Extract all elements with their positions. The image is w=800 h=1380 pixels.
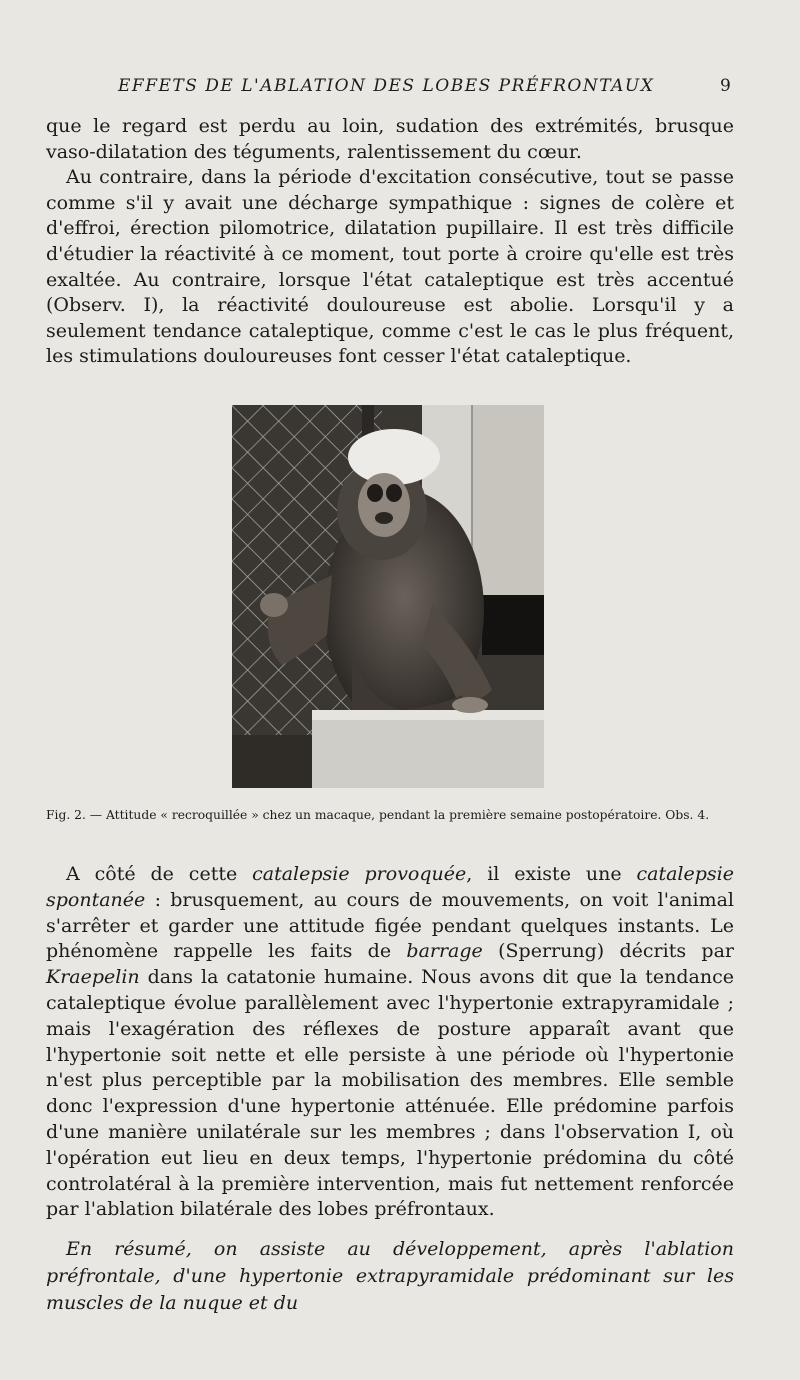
p2-part5: dans la catatonie humaine. Nous avons dit que la tendance cataleptique évolue parallèlement avec l'hypertonie extrapyramidale ; mais l'exagération des réflexes de posture apparaît avant que l'hypertonie soit nette et elle persiste à une période où l'hypertonie n'est plus perceptible par la mobilisation des membres. Elle semble donc l'expression d'une hypertonie atténuée. Elle prédomine parfois d'une manière unilatérale sur les membres ; dans l'observation I, où l'opération eut lieu en deux temps, l'hypertonie prédomina du côté controlatéral à la première intervention, mais fut nettement renforcée par l'ablation bilatérale des lobes préfrontaux. [46, 966, 734, 1221]
p2-em-kraepelin: Kraepelin [46, 966, 140, 989]
p2-part3: : brusquement, au cours de mouvements, on voit l'animal s'arrêter et garder une attitude figée pendant quelques instants. Le phénomène rappelle les faits de [46, 888, 734, 963]
p2-em-catalepsie-spontanee: catalepsie spontanée [46, 863, 734, 911]
paragraph-1 [46, 114, 734, 370]
figure-photo-macaque [232, 405, 544, 788]
paragraph-2 [46, 862, 734, 1223]
macaque-photo-illustration [232, 405, 544, 788]
page-number: 9 [720, 76, 731, 96]
running-title: EFFETS DE L'ABLATION DES LOBES PRÉFRONTAUX [118, 76, 655, 96]
paragraph-3 [46, 1236, 734, 1317]
p2-part4: (Sperrung) décrits par [482, 940, 735, 963]
paragraph-1-continuation: que le regard est perdu au loin, sudation des extrémités, brusque vaso-dilatation des téguments, ralentissement du cœur. [46, 115, 734, 163]
paragraph-1-body: Au contraire, dans la période d'excitation consécutive, tout se passe comme s'il y avait une décharge sympathique : signes de colère et d'effroi, érection pilomotrice, dilatation pupillaire. Il est très difficile d'étudier la réactivité à ce moment, tout porte à croire qu'elle est très exaltée. Au contraire, lorsque l'état cataleptique est très accentué (Observ. I), la réactivité douloureuse est abolie. Lorsqu'il y a seulement tendance cataleptique, comme c'est le cas le plus fréquent, les stimulations douloureuses font cesser l'état cataleptique. [46, 166, 734, 368]
p2-part2: , il existe une [466, 863, 637, 885]
paragraph-2-text [46, 862, 734, 1223]
figure-caption: Fig. 2. — Attitude « recroquillée » chez un macaque, pendant la première semaine postopératoire. Obs. 4. [46, 808, 710, 822]
p2-part1: A côté de cette [66, 863, 253, 885]
p2-em-catalepsie-provoquee: catalepsie provoquée [252, 863, 467, 885]
paragraph-3-text: En résumé, on assiste au développement, après l'ablation préfrontale, d'une hypertonie extrapyramidale prédominant sur les muscles de la nuque et du [46, 1238, 734, 1314]
p2-em-barrage: barrage [406, 940, 483, 963]
running-header [0, 76, 800, 100]
